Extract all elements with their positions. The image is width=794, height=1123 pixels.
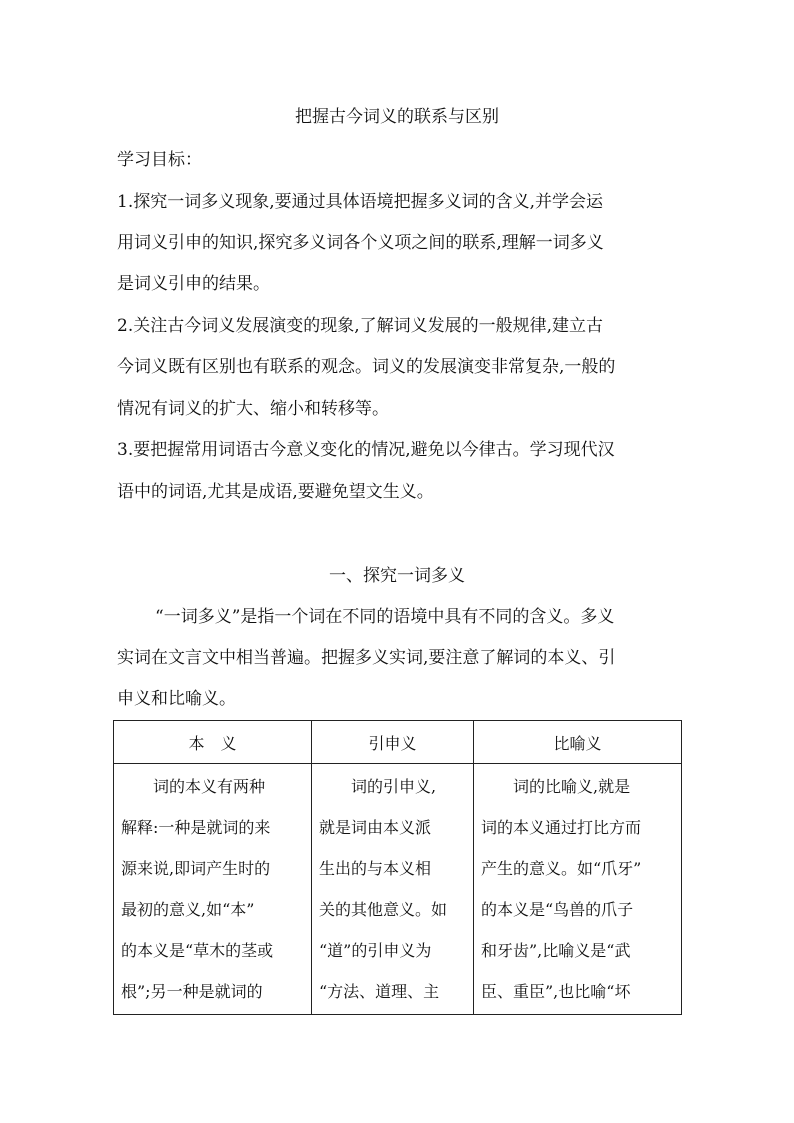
cell-figurative-meaning [474, 764, 682, 1015]
goal-2-line-3: 情况有词义的扩大、缩小和转移等。 [117, 399, 389, 419]
cell-text-line: 词的比喻义,就是 [513, 777, 631, 796]
cell-extended-meaning [312, 764, 474, 1015]
cell-text-line: 最初的意义,如“本” [121, 900, 255, 919]
goal-2-line-2: 今词义既有区别也有联系的观念。词义的发展演变非常复杂,一般的 [117, 357, 616, 377]
header-extended-meaning: 引申义 [312, 721, 474, 764]
table-row [114, 764, 682, 1015]
goal-1-line-3: 是词义引申的结果。 [117, 274, 270, 294]
document-title: 把握古今词义的联系与区别 [295, 107, 499, 127]
table-header-row [114, 721, 682, 764]
section-heading: 一、探究一词多义 [329, 566, 465, 586]
goal-1-line-1: 1.探究一词多义现象,要通过具体语境把握多义词的含义,并学会运 [117, 192, 604, 212]
cell-text-line: 产生的意义。如“爪牙” [481, 859, 642, 878]
cell-text-line: 解释:一种是就词的来 [121, 818, 271, 837]
cell-text-line: 词的本义有两种 [153, 777, 266, 796]
cell-text-line: “道”的引申义为 [319, 941, 432, 960]
cell-original-meaning [114, 764, 312, 1015]
goal-3-line-1: 3.要把握常用词语古今意义变化的情况,避免以今律古。学习现代汉 [117, 440, 615, 460]
cell-text-line: 生出的与本义相 [319, 859, 432, 878]
cell-text-line: 根”;另一种是就词的 [121, 982, 263, 1001]
cell-text-line: 关的其他意义。如 [319, 900, 448, 919]
cell-text-line: 源来说,即词产生时的 [121, 859, 271, 878]
intro-line-2: 实词在文言文中相当普遍。把握多义实词,要注意了解词的本义、引 [117, 648, 616, 668]
cell-text-line: “方法、道理、主 [319, 982, 440, 1001]
cell-text-line: 就是词由本义派 [319, 818, 432, 837]
cell-text-line: 的本义是“草木的茎或 [121, 941, 274, 960]
cell-text-line: 臣、重臣”,也比喻“坏 [481, 982, 631, 1001]
header-figurative-meaning: 比喻义 [474, 721, 682, 764]
cell-text-line: 的本义是“鸟兽的爪子 [481, 900, 634, 919]
goal-3-line-2: 语中的词语,尤其是成语,要避免望文生义。 [117, 482, 434, 502]
intro-line-3: 申义和比喻义。 [117, 689, 236, 709]
goal-2-line-1: 2.关注古今词义发展演变的现象,了解词义发展的一般规律,建立古 [117, 316, 604, 336]
goals-heading: 学习目标： [117, 150, 202, 170]
cell-text-line: 词的本义通过打比方而 [481, 818, 642, 837]
meaning-table [113, 720, 682, 1015]
cell-text-line: 词的引申义, [351, 777, 437, 796]
goal-1-line-2: 用词义引申的知识,探究多义词各个义项之间的联系,理解一词多义 [117, 233, 604, 253]
intro-line-1: “一词多义”是指一个词在不同的语境中具有不同的含义。多义 [155, 607, 615, 627]
cell-text-line: 和牙齿”,比喻义是“武 [481, 941, 631, 960]
header-original-meaning: 本 义 [114, 721, 312, 764]
